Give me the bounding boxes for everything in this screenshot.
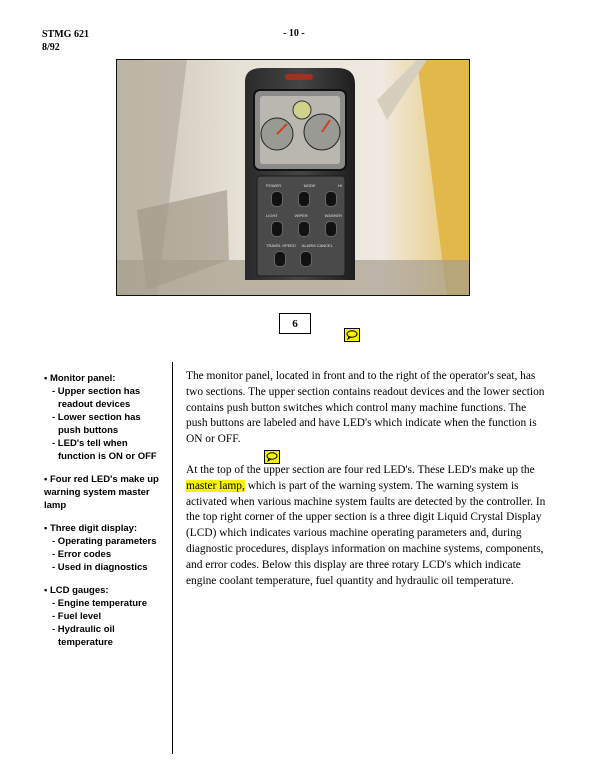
paragraph-2-end: which is part of the warning system. The warning system is activated when various machine system faults are detected by the controller. In the top right corner of the upper section is a three digit Liquid Crystal Display (LCD) which indicates various machine operating parameters and, during diagnostic procedures, displays information on machine systems, components, and error codes. Below this display are three rotary LCD's which indicate engine coolant temperature, fuel quantity and hydraulic oil temperature.: [186, 479, 546, 587]
label-washer: WASHER: [324, 213, 342, 218]
summary-title: • LCD gauges:: [44, 585, 109, 596]
light-button: [271, 221, 283, 237]
summary-title: • Monitor panel:: [44, 373, 116, 384]
label-hi: HI: [338, 183, 342, 188]
summary-group: [44, 522, 164, 574]
summary-item: - Used in diagnostics: [52, 562, 148, 573]
washer-button: [325, 221, 337, 237]
summary-group: [44, 473, 164, 512]
page-number: - 10 -: [283, 28, 305, 39]
paragraph-2: [186, 463, 550, 589]
summary-item: - Upper section has readout devices: [52, 386, 141, 410]
summary-item: - LED's tell when function is ON or OFF: [52, 438, 157, 462]
paragraph-2-start: At the top of the upper section are four red LED's. These LED's make up the: [186, 463, 535, 476]
power-button: [271, 191, 283, 207]
summary-item: - Operating parameters: [52, 536, 157, 547]
highlighted-master-lamp[interactable]: master lamp,: [186, 479, 245, 492]
summary-item: - Hydraulic oil temperature: [52, 624, 115, 648]
hi-button: [325, 191, 337, 207]
label-travel-speed: TRAVEL SPEED: [266, 243, 296, 248]
alarm-cancel-button: [300, 251, 312, 267]
label-wiper: WIPER: [294, 213, 308, 218]
summary-title: • Three digit display:: [44, 523, 138, 534]
sidebar-summary: [44, 372, 164, 659]
monitor-panel-photo: [116, 59, 470, 296]
travel-speed-button: [274, 251, 286, 267]
summary-group: [44, 584, 164, 649]
summary-group: [44, 372, 164, 463]
document-code: [42, 28, 89, 54]
column-divider: [172, 362, 173, 754]
label-mode: MODE: [303, 183, 316, 188]
summary-item: - Engine temperature: [52, 598, 148, 609]
label-power: POWER: [266, 183, 282, 188]
doc-code: STMG 621: [42, 29, 89, 40]
paragraph-1: The monitor panel, located in front and to the right of the operator's seat, has two sections. The upper section contains readout devices and the lower section contains push button switches which control many machine functions. The push buttons are labeled and have LED's which indicate when the function is ON or OFF.: [186, 370, 545, 446]
mode-button: [298, 191, 310, 207]
summary-item: - Lower section has push buttons: [52, 412, 141, 436]
label-light: LIGHT: [266, 213, 278, 218]
label-alarm-cancel: ALARM CANCEL: [301, 243, 333, 248]
summary-item: - Error codes: [52, 549, 112, 560]
note-comment-icon[interactable]: [344, 328, 360, 342]
doc-date: 8/92: [42, 42, 60, 53]
wiper-button: [298, 221, 310, 237]
figure-number: 6: [279, 313, 311, 334]
summary-title: • Four red LED's make up warning system master lamp: [44, 474, 159, 511]
summary-item: - Fuel level: [52, 611, 102, 622]
body-text: [186, 369, 550, 604]
